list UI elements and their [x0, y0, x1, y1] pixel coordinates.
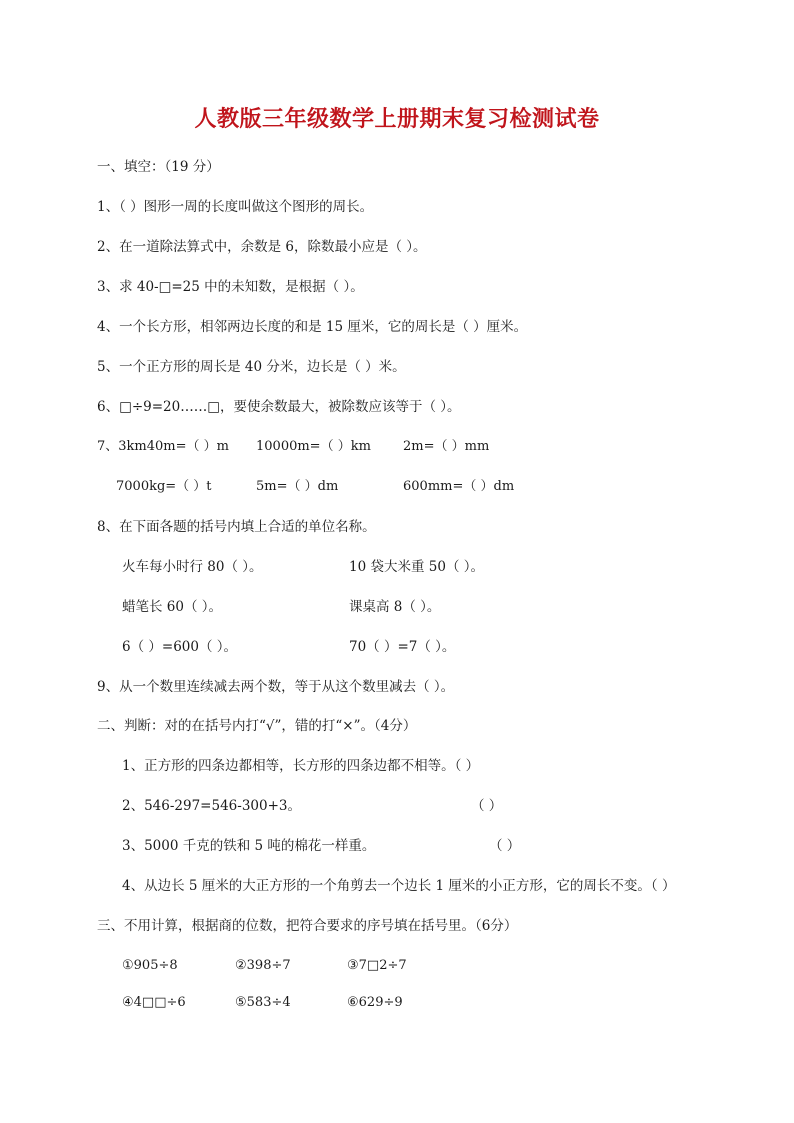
judge-item-2: 2、546-297=546-300+3。	[122, 798, 301, 814]
question-1: 1、（ ）图形一周的长度叫做这个图形的周长。	[97, 199, 374, 215]
question-9: 9、从一个数里连续减去两个数，等于从这个数里减去（ ）。	[97, 679, 455, 695]
question-2: 2、在一道除法算式中，余数是 6，除数最小应是（ ）。	[97, 239, 427, 255]
question-7-item: 7、3km40m=（ ）m	[97, 439, 229, 454]
section3-heading: 三、不用计算，根据商的位数，把符合要求的序号填在括号里。（6分）	[97, 918, 518, 934]
question-7-item: 5m=（ ）dm	[256, 479, 339, 494]
question-7-item: 10000m=（ ）km	[256, 439, 371, 454]
question-7-item: 600mm=（ ）dm	[403, 479, 515, 494]
question-3: 3、求 40-□=25 中的未知数，是根据（ ）。	[97, 279, 364, 295]
judge-item-4: 4、从边长 5 厘米的大正方形的一个角剪去一个边长 1 厘米的小正方形，它的周长不变。（ ）	[122, 878, 676, 894]
question-8-item: 火车每小时行 80（ ）。	[122, 559, 263, 575]
division-option: ②398÷7	[235, 958, 291, 973]
question-8-item: 蜡笔长 60（ ）。	[122, 599, 223, 615]
question-8-item: 10 袋大米重 50（ ）。	[349, 559, 484, 575]
division-option: ④4□□÷6	[122, 995, 186, 1010]
judge-item-2-bracket: （ ）	[471, 798, 503, 814]
division-option: ③7□2÷7	[347, 958, 407, 973]
judge-item-1: 1、正方形的四条边都相等，长方形的四条边都不相等。（ ）	[122, 758, 480, 774]
question-8-prompt: 8、在下面各题的括号内填上合适的单位名称。	[97, 519, 376, 535]
judge-item-3-bracket: （ ）	[489, 838, 521, 854]
section1-heading: 一、填空：（19 分）	[97, 159, 220, 175]
division-option: ⑥629÷9	[347, 995, 403, 1010]
question-4: 4、一个长方形，相邻两边长度的和是 15 厘米，它的周长是（ ）厘米。	[97, 319, 528, 335]
division-option: ⑤583÷4	[235, 995, 291, 1010]
page-title: 人教版三年级数学上册期末复习检测试卷	[194, 107, 600, 132]
question-7-item: 2m=（ ）mm	[403, 439, 490, 454]
question-7-item: 7000kg=（ ）t	[116, 479, 212, 494]
question-8-item: 70（ ）=7（ ）。	[349, 639, 456, 655]
question-8-item: 课桌高 8（ ）。	[349, 599, 441, 615]
division-option: ①905÷8	[122, 958, 178, 973]
judge-item-3: 3、5000 千克的铁和 5 吨的棉花一样重。	[122, 838, 376, 854]
question-6: 6、□÷9=20……□，要使余数最大，被除数应该等于（ ）。	[97, 399, 461, 415]
question-5: 5、一个正方形的周长是 40 分米，边长是（ ）米。	[97, 359, 406, 375]
section2-heading: 二、判断：对的在括号内打“√”，错的打“×”。（4分）	[97, 718, 417, 734]
question-8-item: 6（ ）=600（ ）。	[122, 639, 238, 655]
